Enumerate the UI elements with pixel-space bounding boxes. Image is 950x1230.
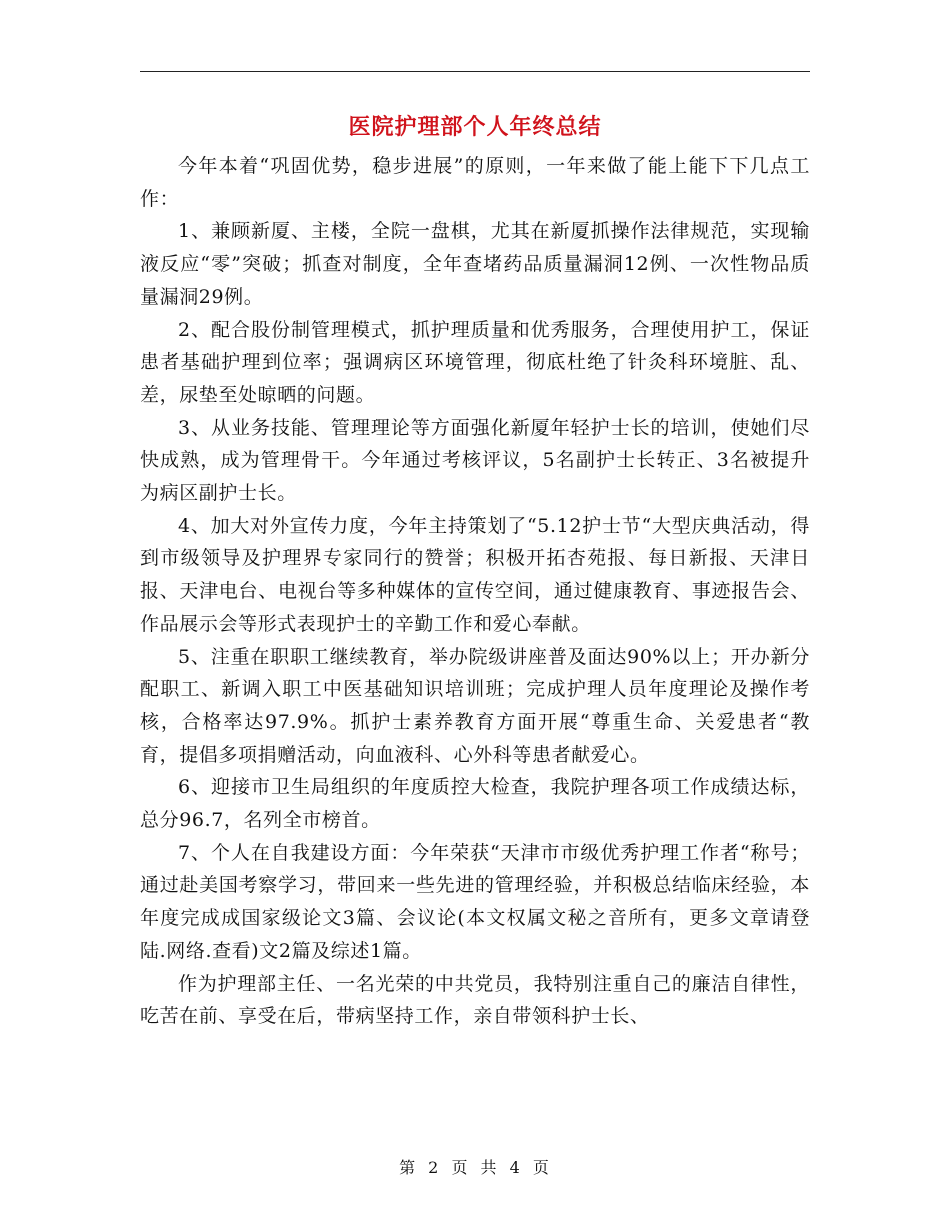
header-rule — [140, 71, 810, 72]
document-title: 医院护理部个人年终总结 — [348, 114, 602, 140]
paragraph-item-4: 4、加大对外宣传力度，今年主持策划了“5.12护士节“大型庆典活动，得到市级领导及护理界专家同行的赞誉；积极开拓杏苑报、每日新报、天津日报、天津电台、电视台等多种媒体的宣传空间，通过健康教育、事迹报告会、作品展示会等形式表现护士的辛勤工作和爱心奉献。 — [140, 514, 810, 635]
paragraph-item-2: 2、配合股份制管理模式，抓护理质量和优秀服务，合理使用护工，保证患者基础护理到位率；强调病区环境管理，彻底杜绝了针灸科环境脏、乱、差，尿垫至处晾晒的问题。 — [140, 318, 810, 406]
document-body — [140, 150, 810, 1033]
paragraph-item-5: 5、注重在职职工继续教育，举办院级讲座普及面达90%以上；开办新分配职工、新调入职工中医基础知识培训班；完成护理人员年度理论及操作考核，合格率达97.9%。抓护士素养教育方面开展“尊重生命、关爱患者“教育，提倡多项捐赠活动，向血液科、心外科等患者献爱心。 — [140, 645, 810, 766]
paragraph-item-3: 3、从业务技能、管理理论等方面强化新厦年轻护士长的培训，使她们尽快成熟，成为管理骨干。今年通过考核评议，5名副护士长转正、3名被提升为病区副护士长。 — [140, 416, 810, 505]
paragraph-item-7: 7、个人在自我建设方面：今年荣获“天津市市级优秀护理工作者“称号；通过赴美国考察学习，带回来一些先进的管理经验，并积极总结临床经验，本年度完成成国家级论文3篇、会议论(本文权属文秘之音所有，更多文章请登陆.网络.查看)文2篇及综述1篇。 — [140, 841, 810, 962]
paragraph-item-6: 6、迎接市卫生局组织的年度质控大检查，我院护理各项工作成绩达标，总分96.7，名列全市榜首。 — [140, 776, 810, 832]
page-number-footer: 第 2 页 共 4 页 — [399, 1158, 551, 1177]
paragraph-intro: 今年本着“巩固优势，稳步进展”的原则，一年来做了能上能下下几点工作： — [140, 155, 810, 210]
paragraph-item-1: 1、兼顾新厦、主楼，全院一盘棋，尤其在新厦抓操作法律规范，实现输液反应“零”突破；抓查对制度，全年查堵药品质量漏洞12例、一次性物品质量漏洞29例。 — [140, 220, 810, 308]
paragraph-closing: 作为护理部主任、一名光荣的中共党员，我特别注重自己的廉洁自律性，吃苦在前、享受在后，带病坚持工作，亲自带领科护士长、 — [140, 972, 810, 1028]
